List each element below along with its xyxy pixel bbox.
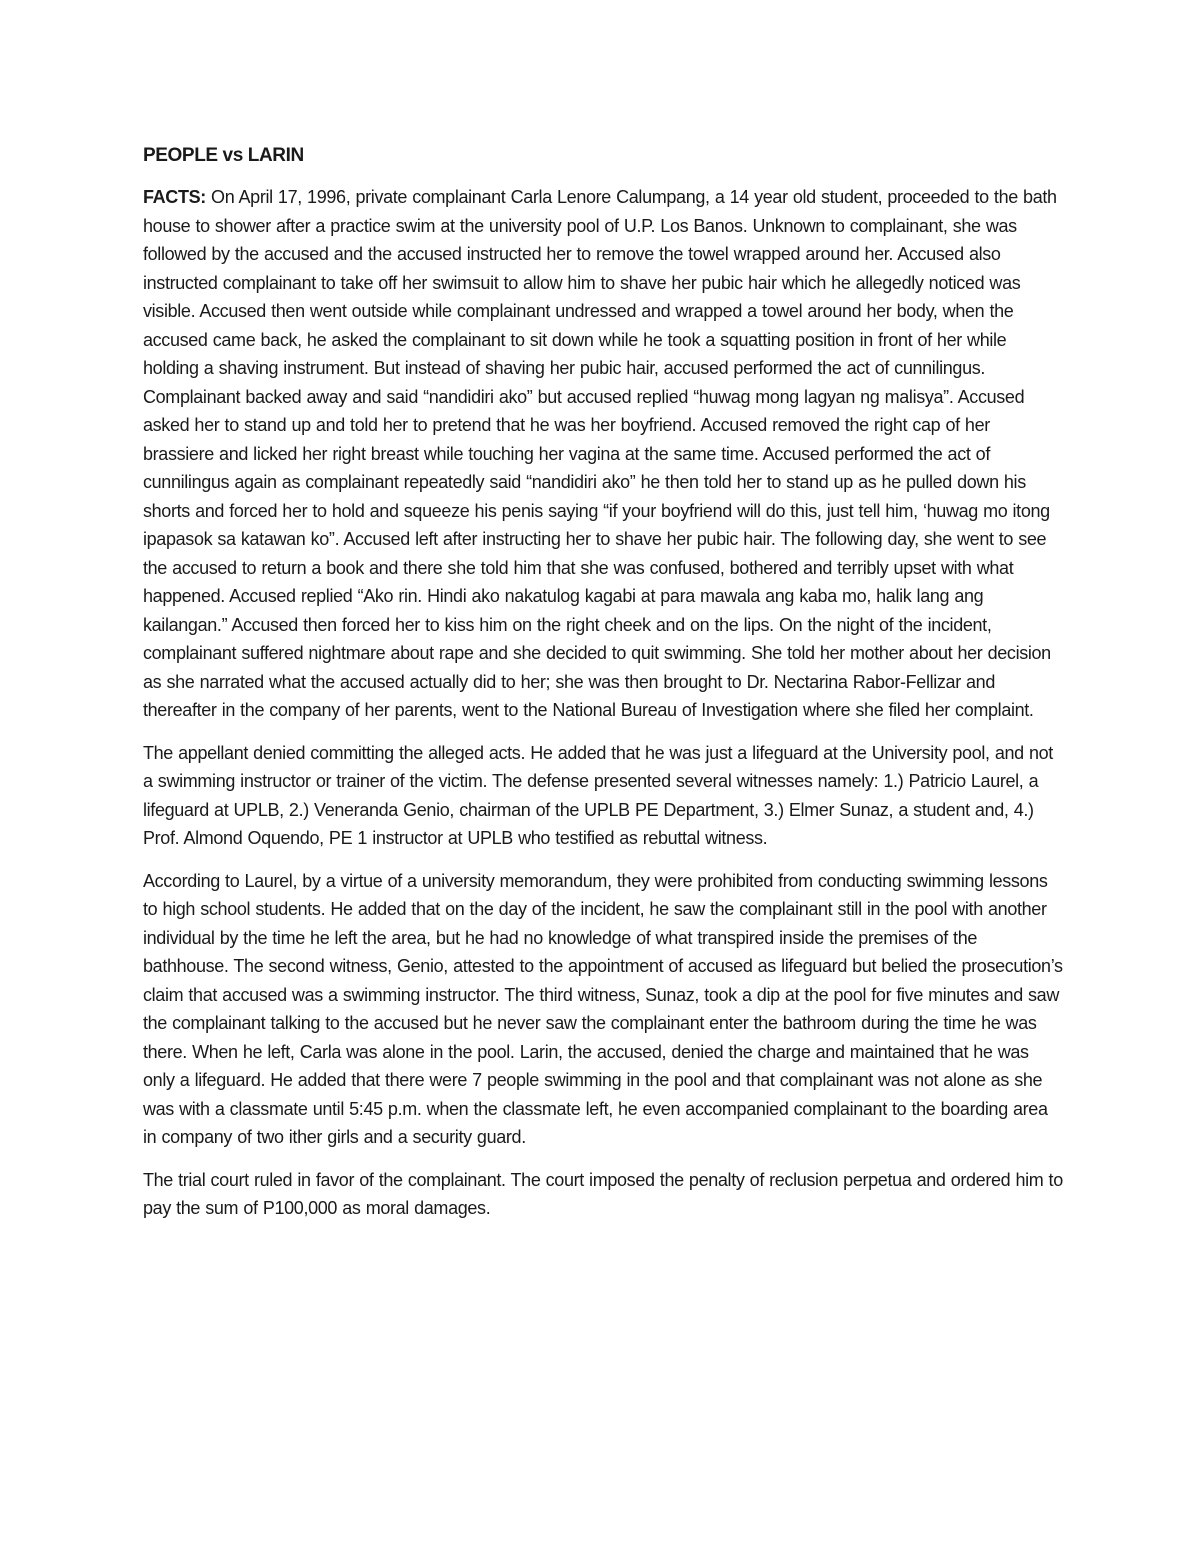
testimony-paragraph: According to Laurel, by a virtue of a university memorandum, they were prohibited from conducting swimming lessons to high school students. He added that on the day of the incident, he saw the complainant still in the pool with another individual by the time he left the area, but he had no knowledge of what transpired inside the premises of the bathhouse. The second witness, Genio, attested to the appointment of accused as lifeguard but belied the prosecution’s claim that accused was a swimming instructor. The third witness, Sunaz, took a dip at the pool for five minutes and saw the complainant talking to the accused but he never saw the complainant enter the bathroom during the time he was there. When he left, Carla was alone in the pool. Larin, the accused, denied the charge and maintained that he was only a lifeguard. He added that there were 7 people swimming in the pool and that complainant was not alone as she was with a classmate until 5:45 p.m. when the classmate left, he even accompanied complainant to the boarding area in company of two ither girls and a security guard. <box>143 870 1063 1147</box>
ruling-paragraph: The trial court ruled in favor of the complainant. The court imposed the penalty of reclusion perpetua and ordered him to pay the sum of P100,000 as moral damages. <box>143 1169 1063 1218</box>
facts-label: FACTS: <box>143 187 206 207</box>
document-page <box>143 141 1063 1237</box>
document-title: PEOPLE vs LARIN <box>143 145 304 166</box>
facts-paragraph <box>143 183 1063 725</box>
defense-paragraph: The appellant denied committing the alleged acts. He added that he was just a lifeguard at the University pool, and not a swimming instructor or trainer of the victim. The defense presented several witnesses namely: 1.) Patricio Laurel, a lifeguard at UPLB, 2.) Veneranda Genio, chairman of the UPLB PE Department, 3.) Elmer Sunaz, a student and, 4.) Prof. Almond Oquendo, PE 1 instructor at UPLB who testified as rebuttal witness. <box>143 742 1053 848</box>
facts-text: On April 17, 1996, private complainant Carla Lenore Calumpang, a 14 year old student, proceeded to the bath house to shower after a practice swim at the university pool of U.P. Los Banos. Unknown to complainant, she was followed by the accused and the accused instructed her to remove the towel wrapped around her. Accused also instructed complainant to take off her swimsuit to allow him to shave her pubic hair which he allegedly noticed was visible. Accused then went outside while complainant undressed and wrapped a towel around her body, when the accused came back, he asked the complainant to sit down while he took a squatting position in front of her while holding a shaving instrument. But instead of shaving her pubic hair, accused performed the act of cunnilingus. Complainant backed away and said “nandidiri ako” but accused replied “huwag mong lagyan ng malisya”. Accused asked her to stand up and told her to pretend that he was her boyfriend. Accused removed the right cap of her brassiere and licked her right breast while touching her vagina at the same time. Accused performed the act of cunnilingus again as complainant repeatedly said “nandidiri ako” he then told her to stand up as he pulled down his shorts and forced her to hold and squeeze his penis saying “if your boyfriend will do this, just tell him, ‘huwag mo itong ipapasok sa katawan ko”. Accused left after instructing her to shave her pubic hair. The following day, she went to see the accused to return a book and there she told him that she was confused, bothered and terribly upset with what happened. Accused replied “Ako rin. Hindi ako nakatulog kagabi at para mawala ang kaba mo, halik lang ang kailangan.” Accused then forced her to kiss him on the right cheek and on the lips. On the night of the incident, complainant suffered nightmare about rape and she decided to quit swimming. She told her mother about her decision as she narrated what the accused actually did to her; she was then brought to Dr. Nectarina Rabor-Fellizar and thereafter in the company of her parents, went to the National Bureau of Investigation where she filed her complaint. <box>143 187 1057 720</box>
